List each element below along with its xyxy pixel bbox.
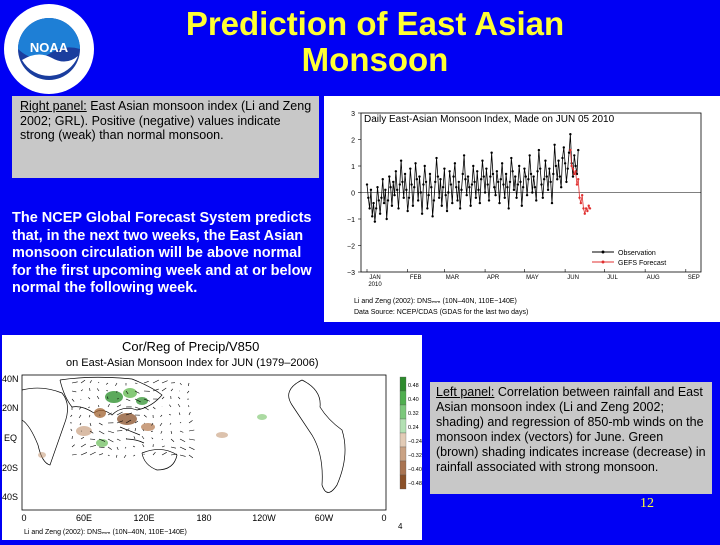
data-point (450, 183, 452, 185)
data-point (376, 186, 378, 188)
data-point (572, 175, 574, 177)
colorbar-swatch (400, 475, 406, 489)
data-point (438, 197, 440, 199)
data-point (384, 189, 386, 191)
data-point (506, 186, 508, 188)
data-point (417, 199, 419, 201)
data-point (523, 167, 525, 169)
data-point (445, 194, 447, 196)
colorbar-label: 0.24 (408, 425, 419, 431)
data-point (455, 186, 457, 188)
data-point (513, 189, 515, 191)
lat-label: EQ (4, 433, 17, 443)
data-point (530, 173, 532, 175)
data-point (372, 202, 374, 204)
data-point (518, 165, 520, 167)
data-point (392, 181, 394, 183)
data-point (422, 183, 424, 185)
data-point (405, 189, 407, 191)
data-point (475, 197, 477, 199)
data-point (427, 194, 429, 196)
data-point (388, 175, 390, 177)
colorbar-label: −0.48 (408, 481, 422, 487)
data-point (412, 205, 414, 207)
data-point (563, 146, 565, 148)
data-point (484, 191, 486, 193)
y-tick-label: −3 (347, 270, 355, 277)
title-line-1: Prediction of East Asian (120, 6, 630, 42)
data-point (519, 181, 521, 183)
data-point (573, 173, 575, 175)
data-point (383, 202, 385, 204)
forecast-text: The NCEP Global Forecast System predicts that, in the next two weeks, the East Asian monsoon circulation will be above normal for the first upcoming week and at or below normal the following week. (12, 210, 324, 298)
data-point (366, 183, 368, 185)
colorbar-label: −0.24 (408, 439, 422, 445)
lon-label: 0 (21, 513, 26, 523)
data-point (588, 205, 590, 207)
data-point (580, 202, 582, 204)
right-panel-note-text: East Asian monsoon index (Li and Zeng 2002; GRL). Positive (negative) values indicate strong (weak) than normal monsoon. (20, 99, 311, 142)
data-point (425, 181, 427, 183)
data-point (493, 186, 495, 188)
data-point (385, 218, 387, 220)
right-panel-note (12, 96, 319, 178)
data-point (577, 149, 579, 151)
data-point (496, 170, 498, 172)
data-point (431, 215, 433, 217)
data-point (551, 202, 553, 204)
data-point (446, 210, 448, 212)
y-tick-label: 0 (351, 191, 355, 198)
data-point (379, 213, 381, 215)
data-point (399, 183, 401, 185)
data-point (489, 175, 491, 177)
data-point (582, 207, 584, 209)
data-point (586, 210, 588, 212)
data-point (472, 165, 474, 167)
data-point (416, 178, 418, 180)
data-point (522, 186, 524, 188)
data-point (511, 170, 513, 172)
data-point (572, 167, 574, 169)
data-point (559, 175, 561, 177)
data-point (568, 152, 570, 154)
data-point (501, 162, 503, 164)
data-point (443, 167, 445, 169)
data-point (510, 157, 512, 159)
x-tick-label: SEP (688, 275, 700, 281)
data-point (534, 186, 536, 188)
data-point (468, 186, 470, 188)
x-tick-label: 2010 (368, 282, 382, 288)
data-point (576, 183, 578, 185)
data-point (531, 191, 533, 193)
data-point (406, 210, 408, 212)
data-point (426, 207, 428, 209)
data-point (447, 191, 449, 193)
data-point (581, 194, 583, 196)
data-point (430, 186, 432, 188)
data-point (442, 186, 444, 188)
colorbar-swatch (400, 377, 406, 391)
x-tick-label: APR (487, 275, 500, 281)
data-point (469, 205, 471, 207)
data-point (396, 189, 398, 191)
right-panel-note-lead: Right panel: (20, 99, 87, 113)
map-title-line-2: on East-Asian Monsoon Index for JUN (1979–2006) (66, 357, 319, 369)
data-point (456, 199, 458, 201)
colorbar-label: 0.40 (408, 397, 419, 403)
data-point (560, 186, 562, 188)
data-point (477, 189, 479, 191)
data-point (577, 178, 579, 180)
data-point (565, 181, 567, 183)
data-point (429, 173, 431, 175)
data-point (543, 178, 545, 180)
chart-footer-2: Data Source: NCEP/CDAS (GDAS for the last two days) (354, 309, 528, 316)
data-point (497, 181, 499, 183)
data-point (391, 205, 393, 207)
colorbar-label: 0.48 (408, 383, 419, 389)
lat-label: 20S (2, 463, 18, 473)
data-point (374, 220, 376, 222)
data-point (509, 181, 511, 183)
map-frame (22, 375, 386, 510)
data-point (408, 197, 410, 199)
colorbar-swatch (400, 447, 406, 461)
data-point (584, 213, 586, 215)
data-point (466, 194, 468, 196)
data-point (464, 178, 466, 180)
vector-scale-label: 4 (398, 522, 403, 531)
data-point (400, 160, 402, 162)
data-point (403, 197, 405, 199)
colorbar-swatch (400, 391, 406, 405)
logo-text: NOAA (30, 40, 69, 55)
lon-label: 0 (381, 513, 386, 523)
data-point (515, 197, 517, 199)
data-point (589, 207, 591, 209)
legend-marker (602, 251, 605, 254)
data-point (542, 197, 544, 199)
data-point (527, 178, 529, 180)
data-point (375, 207, 377, 209)
data-point (546, 175, 548, 177)
data-point (578, 197, 580, 199)
chart-title: Daily East-Asian Monsoon Index, Made on JUN 05 2010 (364, 114, 615, 125)
x-tick-label: MAR (446, 275, 460, 281)
data-point (433, 199, 435, 201)
lon-label: 120W (252, 513, 276, 523)
data-point (507, 207, 509, 209)
data-point (574, 165, 576, 167)
data-point (480, 178, 482, 180)
data-point (397, 207, 399, 209)
data-point (451, 202, 453, 204)
data-point (517, 183, 519, 185)
data-point (536, 170, 538, 172)
data-point (487, 183, 489, 185)
data-point (424, 165, 426, 167)
lon-label: 60W (315, 513, 334, 523)
data-point (367, 197, 369, 199)
data-point (441, 205, 443, 207)
data-point (387, 199, 389, 201)
data-point (521, 205, 523, 207)
map-footer: Li and Zeng (2002): DNSₘₘ (10N–40N, 110E−140E) (24, 529, 187, 536)
data-point (483, 175, 485, 177)
colorbar-swatch (400, 405, 406, 419)
data-point (569, 133, 571, 135)
data-point (368, 207, 370, 209)
data-point (371, 215, 373, 217)
lat-label: 40N (2, 374, 19, 384)
data-point (448, 170, 450, 172)
data-point (540, 183, 542, 185)
left-panel-note-text: Correlation between rainfall and East Asian monsoon index (Li and Zeng 2002; shading) and regression of 850-mb winds on the monsoon index (vectors) for June. Green (brown) shading indicates increase (decrease) in rainfall associated with strong monsoon. (436, 385, 706, 474)
data-point (492, 173, 494, 175)
data-point (462, 173, 464, 175)
data-point (526, 194, 528, 196)
data-point (498, 202, 500, 204)
colorbar-label: 0.32 (408, 411, 419, 417)
data-point (549, 181, 551, 183)
data-point (561, 157, 563, 159)
data-point (459, 207, 461, 209)
y-tick-label: −2 (347, 244, 355, 251)
data-point (414, 162, 416, 164)
data-point (463, 154, 465, 156)
data-point (494, 194, 496, 196)
data-point (458, 181, 460, 183)
data-point (525, 175, 527, 177)
data-point (404, 173, 406, 175)
data-point (439, 178, 441, 180)
map-title-line-1: Cor/Reg of Precip/V850 (122, 339, 259, 354)
data-point (479, 202, 481, 204)
data-point (435, 157, 437, 159)
data-point (532, 175, 534, 177)
data-point (460, 189, 462, 191)
legend-label: GEFS Forecast (618, 260, 666, 267)
data-point (556, 178, 558, 180)
colorbar-label: −0.40 (408, 467, 422, 473)
data-point (544, 160, 546, 162)
data-point (389, 186, 391, 188)
data-point (401, 181, 403, 183)
data-point (420, 191, 422, 193)
data-point (504, 197, 506, 199)
left-panel-note-lead: Left panel: (436, 385, 494, 399)
data-point (557, 160, 559, 162)
colorbar-swatch (400, 433, 406, 447)
legend-marker (602, 261, 605, 264)
lon-label: 60E (76, 513, 92, 523)
data-point (490, 152, 492, 154)
data-point (567, 167, 569, 169)
lat-label: 40S (2, 492, 18, 502)
data-point (454, 162, 456, 164)
data-point (555, 165, 557, 167)
colorbar-label: −0.32 (408, 453, 422, 459)
y-tick-label: 2 (351, 138, 355, 145)
data-point (547, 189, 549, 191)
data-point (564, 162, 566, 164)
x-tick-label: FEB (410, 275, 422, 281)
left-panel-note (430, 382, 712, 494)
data-point (574, 170, 576, 172)
data-point (382, 178, 384, 180)
data-point (570, 165, 572, 167)
data-point (380, 197, 382, 199)
data-point (413, 186, 415, 188)
page-title (120, 6, 630, 78)
data-point (434, 181, 436, 183)
data-point (378, 199, 380, 201)
data-point (514, 175, 516, 177)
data-point (418, 175, 420, 177)
data-point (467, 175, 469, 177)
colorbar-swatch (400, 419, 406, 433)
data-point (488, 199, 490, 201)
data-point (476, 170, 478, 172)
x-tick-label: JAN (369, 275, 380, 281)
y-tick-label: 3 (351, 111, 355, 118)
x-tick-label: JUL (607, 275, 618, 281)
data-point (528, 154, 530, 156)
data-point (535, 199, 537, 201)
x-tick-label: JUN (567, 275, 579, 281)
legend-label: Observation (618, 250, 656, 257)
data-point (500, 178, 502, 180)
lon-label: 180 (196, 513, 211, 523)
data-point (552, 173, 554, 175)
x-tick-label: MAY (526, 275, 539, 281)
data-point (573, 154, 575, 156)
noaa-logo (2, 2, 96, 96)
data-point (393, 194, 395, 196)
data-point (502, 183, 504, 185)
data-point (395, 170, 397, 172)
y-tick-label: 1 (351, 164, 355, 171)
y-tick-label: −1 (347, 217, 355, 224)
map-lon-labels (21, 513, 386, 523)
data-point (481, 160, 483, 162)
data-point (421, 213, 423, 215)
data-point (437, 175, 439, 177)
monsoon-index-chart-svg (324, 96, 720, 322)
data-point (370, 189, 372, 191)
data-point (410, 183, 412, 185)
correlation-map-svg (2, 335, 422, 540)
data-point (452, 175, 454, 177)
data-point (485, 167, 487, 169)
monsoon-index-chart (324, 96, 720, 322)
correlation-map (2, 335, 422, 540)
data-point (538, 149, 540, 151)
data-point (473, 181, 475, 183)
data-point (548, 167, 550, 169)
title-line-2: Monsoon (120, 42, 630, 78)
data-point (553, 144, 555, 146)
lon-label: 120E (133, 513, 154, 523)
data-point (471, 183, 473, 185)
data-point (505, 173, 507, 175)
data-point (539, 167, 541, 169)
data-point (569, 149, 571, 151)
chart-footer-1: Li and Zeng (2002): DNSₘₘ (10N–40N, 110E−140E) (354, 298, 517, 305)
x-tick-label: AUG (647, 275, 660, 281)
data-point (585, 207, 587, 209)
lat-label: 20N (2, 403, 19, 413)
page-number: 12 (640, 496, 654, 512)
colorbar-swatch (400, 461, 406, 475)
data-point (409, 167, 411, 169)
